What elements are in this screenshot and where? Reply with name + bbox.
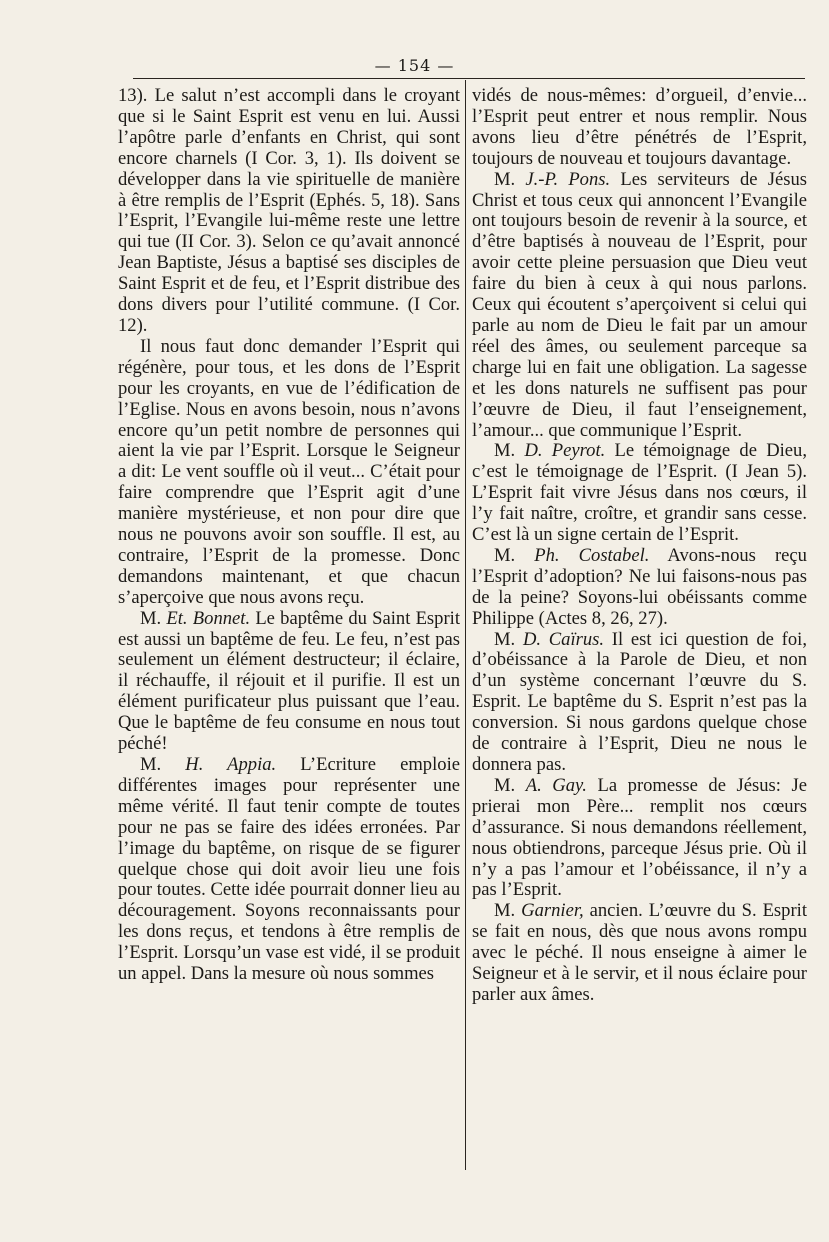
column-divider bbox=[465, 80, 466, 1170]
speaker-name: D. Caïrus. bbox=[522, 628, 605, 650]
speaker-name: Ph. Costabel. bbox=[534, 544, 650, 566]
left-column bbox=[118, 86, 460, 985]
speaker-name: D. Peyrot. bbox=[524, 440, 606, 462]
right-column bbox=[472, 86, 807, 1006]
speaker-name: A. Gay. bbox=[525, 774, 587, 796]
page-number: — 154 — bbox=[374, 56, 455, 75]
header-rule bbox=[133, 78, 805, 79]
paragraph: M. H. Appia. L’Ecriture emploie différentes images pour représenter une même vérité. Il faut tenir compte de toutes pour ne pas se faire des idées erronées. Par l’image du baptême, on risque de se figurer quelque chose qui doit avoir lieu une fois pour toutes. Cette idée pourrait donner lieu au découragement. Soyons reconnaissants pour les dons reçus, et tendons à être remplis de l’Esprit. Lorsqu’un vase est vidé, il se produit un appel. Dans la mesure où nous sommes bbox=[118, 754, 460, 985]
paragraph: 13). Le salut n’est accompli dans le croyant que si le Saint Esprit est venu en lui. Aussi l’apôtre parle d’enfants en Christ, qui sont encore charnels (I Cor. 3, 1). Ils doivent se développer dans la vie spirituelle de manière à être remplis de l’Esprit (Ephés. 5, 18). Sans l’Esprit, l’Evangile lui-même reste une lettre qui tue (II Cor. 3). Selon ce qu’avait annoncé Jean Baptiste, Jésus a baptisé ses disciples de Saint Esprit et de feu, et l’Esprit distribue des dons divers pour l’utilité commune. (I Cor. 12). bbox=[118, 85, 460, 336]
paragraph: M. Garnier, ancien. L’œuvre du S. Esprit se fait en nous, dès que nous avons rompu avec le péché. Il nous enseigne à aimer le Seigneur et à le servir, et il nous éclaire pour parler aux âmes. bbox=[472, 900, 807, 1005]
speaker-name: Et. Bonnet. bbox=[166, 607, 251, 629]
speaker-name: H. Appia. bbox=[185, 754, 277, 775]
paragraph: vidés de nous-mêmes: d’orgueil, d’envie... l’Esprit peut entrer et nous remplir. Nous avons lieu d’être pénétrés de l’Esprit, toujours de nouveau et toujours davantage. bbox=[472, 85, 807, 169]
speaker-name: J.-P. Pons. bbox=[525, 168, 611, 190]
paragraph: Il nous faut donc demander l’Esprit qui régénère, pour tous, et les dons de l’Esprit pour les croyants, en vue de l’édification de l’Eglise. Nous en avons besoin, nous n’avons encore qu’un petit nombre de personnes qui aient la vie par l’Esprit. Lorsque le Seigneur a dit: Le vent souffle où il veut... C’était pour faire comprendre que l’Esprit agit d’une manière mystérieuse, et non pour dire que nous ne pouvons avoir son souffle. Il est, au contraire, l’Esprit de la promesse. Donc demandons maintenant, et que chacun s’aperçoive que nous avons reçu. bbox=[118, 335, 460, 608]
paragraph: M. A. Gay. La promesse de Jésus: Je prierai mon Père... remplit nos cœurs d’assurance. Si nous demandons réellement, nous obtiendrons, parceque Jésus prie. Où il n’y a pas l’amour et l’obéissance, il n’y a pas l’Esprit. bbox=[472, 774, 807, 901]
speaker-name: Garnier, bbox=[521, 900, 584, 922]
paragraph: M. J.-P. Pons. Les serviteurs de Jésus Christ et tous ceux qui annoncent l’Evangile ont toujours besoin de revenir à la source, et d’être baptisés à nouveau de l’Esprit, pour avoir cette pleine persuasion que Dieu veut faire du bien à ceux à qui nous parlons. Ceux qui écoutent s’aperçoivent si celui qui parle au nom de Dieu le fait par un amour réel des âmes, ou seulement parceque sa charge lui en fait une obligation. La sagesse et les dons naturels ne suffisent pas pour l’œuvre de Dieu, il faut l’enseignement, l’amour... que communique l’Esprit. bbox=[472, 168, 807, 441]
paragraph: M. D. Peyrot. Le témoignage de Dieu, c’est le témoignage de l’Esprit. (I Jean 5). L’Esprit fait vivre Jésus dans nos cœurs, il l’y fait naître, croître, et grandir sans cesse. C’est là un signe certain de l’Esprit. bbox=[472, 440, 807, 546]
paragraph: M. D. Caïrus. Il est ici question de foi, d’obéissance à la Parole de Dieu, et non d’un système concernant l’œuvre du S. Esprit. Le baptême du S. Esprit n’est pas la conversion. Si nous gardons quelque chose de contraire à l’Esprit, Dieu ne nous le donnera pas. bbox=[472, 628, 807, 775]
paragraph: M. Ph. Costabel. Avons-nous reçu l’Esprit d’adoption? Ne lui faisons-nous pas de la peine? Soyons-lui obéissants comme Philippe (Actes 8, 26, 27). bbox=[472, 544, 807, 629]
paragraph: M. Et. Bonnet. Le baptême du Saint Esprit est aussi un baptême de feu. Le feu, n’est pas seulement un élément destructeur; il éclaire, il réchauffe, il réjouit et il purifie. Il est un élément purificateur plus puissant que l’eau. Que le baptême de feu consume en nous tout péché! bbox=[118, 607, 460, 755]
